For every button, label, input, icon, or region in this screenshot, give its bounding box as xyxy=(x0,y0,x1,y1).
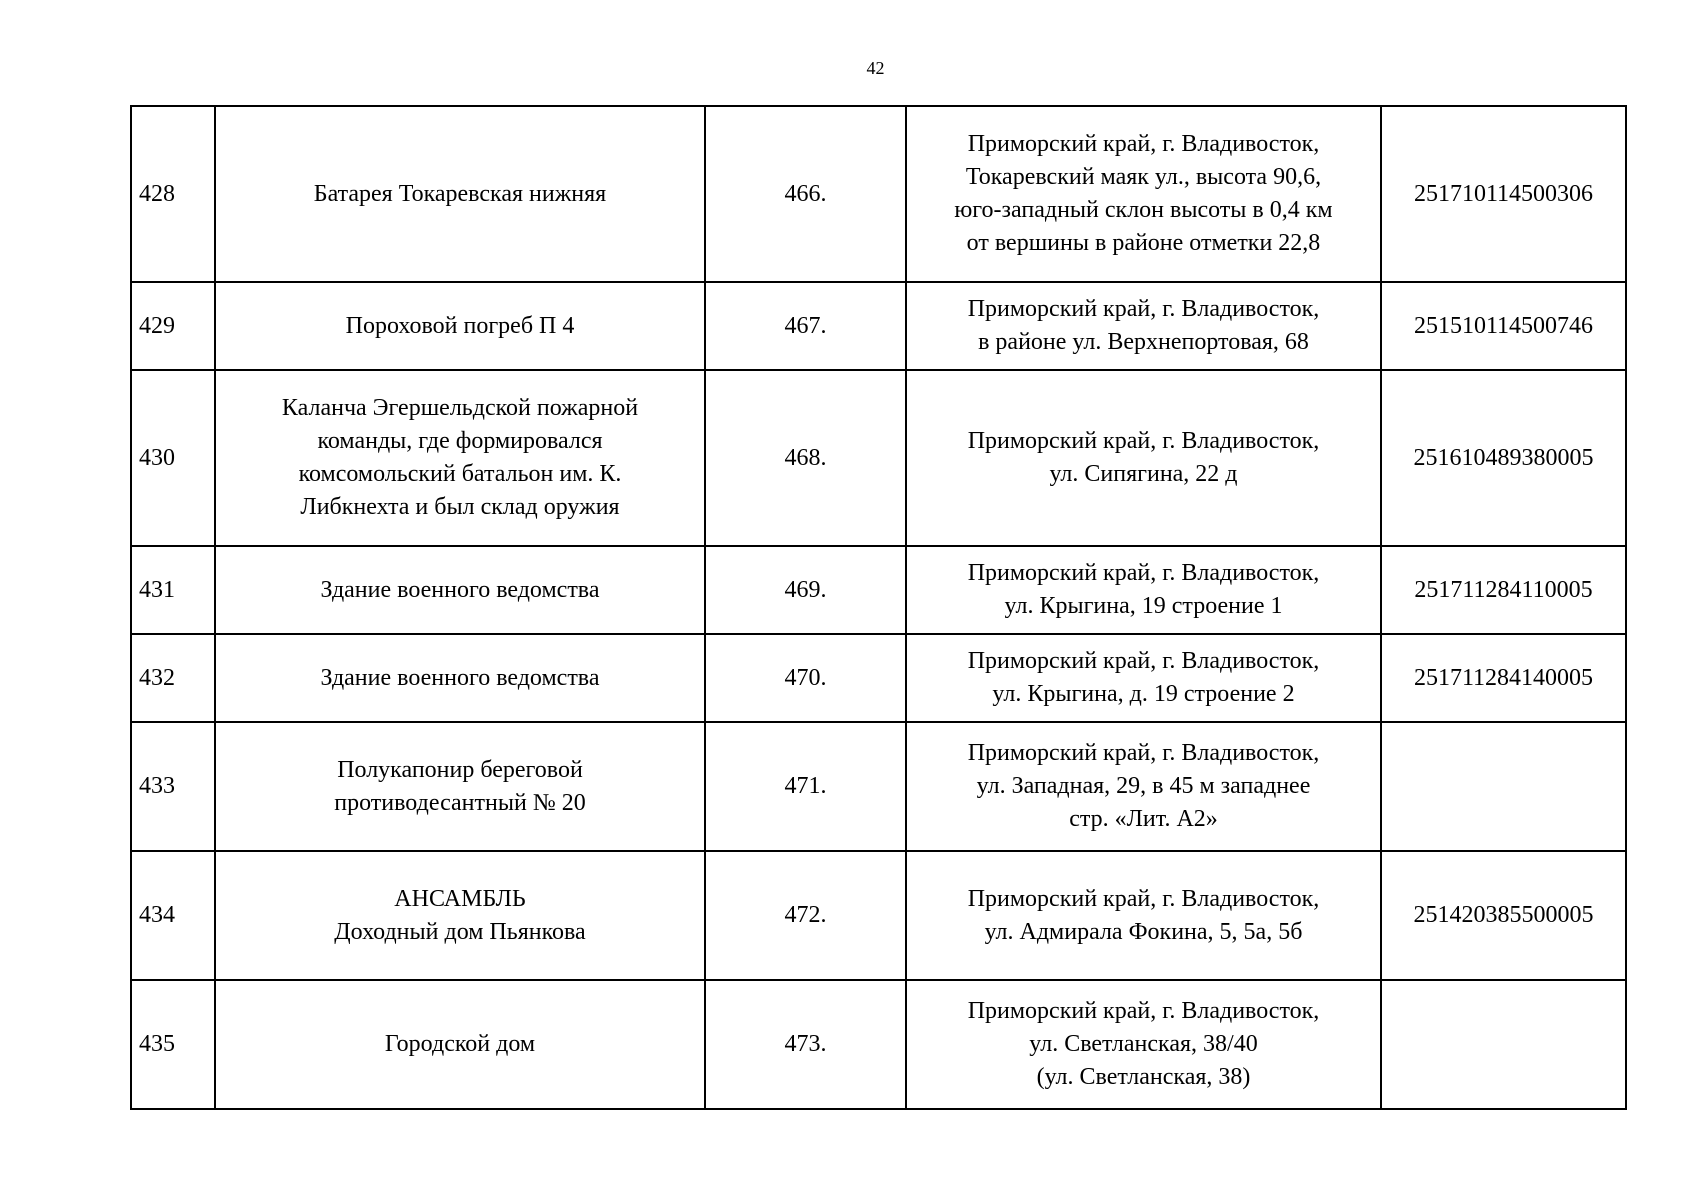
registry-number-cell: 251510114500746 xyxy=(1381,282,1626,370)
list-index-cell: 469. xyxy=(705,546,906,634)
list-index-cell: 468. xyxy=(705,370,906,546)
registry-number-cell: 251711284140005 xyxy=(1381,634,1626,722)
list-index-cell: 471. xyxy=(705,722,906,851)
table-row xyxy=(131,851,1626,980)
object-name-cell: Городской дом xyxy=(215,980,705,1109)
list-index-cell: 466. xyxy=(705,106,906,282)
object-name-cell: Здание военного ведомства xyxy=(215,546,705,634)
address-cell: Приморский край, г. Владивосток, в районе ул. Верхнепортовая, 68 xyxy=(906,282,1381,370)
row-number-cell: 433 xyxy=(131,722,215,851)
row-number-cell: 428 xyxy=(131,106,215,282)
object-name-cell: Каланча Эгершельдской пожарной команды, где формировался комсомольский батальон им. К. Либкнехта и был склад оружия xyxy=(215,370,705,546)
row-number-cell: 431 xyxy=(131,546,215,634)
address-cell: Приморский край, г. Владивосток, Токаревский маяк ул., высота 90,6, юго-западный склон высоты в 0,4 км от вершины в районе отметки 22,8 xyxy=(906,106,1381,282)
object-name-cell: Батарея Токаревская нижняя xyxy=(215,106,705,282)
row-number-cell: 429 xyxy=(131,282,215,370)
table-row xyxy=(131,546,1626,634)
address-cell: Приморский край, г. Владивосток, ул. Западная, 29, в 45 м западнее стр. «Лит. А2» xyxy=(906,722,1381,851)
table-row xyxy=(131,282,1626,370)
address-cell: Приморский край, г. Владивосток, ул. Адмирала Фокина, 5, 5а, 5б xyxy=(906,851,1381,980)
heritage-registry-table xyxy=(130,105,1627,1110)
registry-number-cell xyxy=(1381,980,1626,1109)
object-name-cell: АНСАМБЛЬ Доходный дом Пьянкова xyxy=(215,851,705,980)
object-name-cell: Пороховой погреб П 4 xyxy=(215,282,705,370)
object-name-cell: Полукапонир береговой противодесантный № 20 xyxy=(215,722,705,851)
registry-number-cell: 251710114500306 xyxy=(1381,106,1626,282)
registry-number-cell: 251610489380005 xyxy=(1381,370,1626,546)
registry-number-cell: 251420385500005 xyxy=(1381,851,1626,980)
row-number-cell: 434 xyxy=(131,851,215,980)
registry-number-cell: 251711284110005 xyxy=(1381,546,1626,634)
row-number-cell: 430 xyxy=(131,370,215,546)
address-cell: Приморский край, г. Владивосток, ул. Крыгина, д. 19 строение 2 xyxy=(906,634,1381,722)
list-index-cell: 470. xyxy=(705,634,906,722)
address-cell: Приморский край, г. Владивосток, ул. Светланская, 38/40 (ул. Светланская, 38) xyxy=(906,980,1381,1109)
row-number-cell: 432 xyxy=(131,634,215,722)
list-index-cell: 472. xyxy=(705,851,906,980)
object-name-cell: Здание военного ведомства xyxy=(215,634,705,722)
list-index-cell: 473. xyxy=(705,980,906,1109)
address-cell: Приморский край, г. Владивосток, ул. Крыгина, 19 строение 1 xyxy=(906,546,1381,634)
page-number: 42 xyxy=(866,58,885,78)
address-cell: Приморский край, г. Владивосток, ул. Сипягина, 22 д xyxy=(906,370,1381,546)
table-row xyxy=(131,370,1626,546)
table-row xyxy=(131,106,1626,282)
row-number-cell: 435 xyxy=(131,980,215,1109)
table-row xyxy=(131,980,1626,1109)
table-row xyxy=(131,634,1626,722)
table-row xyxy=(131,722,1626,851)
registry-number-cell xyxy=(1381,722,1626,851)
list-index-cell: 467. xyxy=(705,282,906,370)
